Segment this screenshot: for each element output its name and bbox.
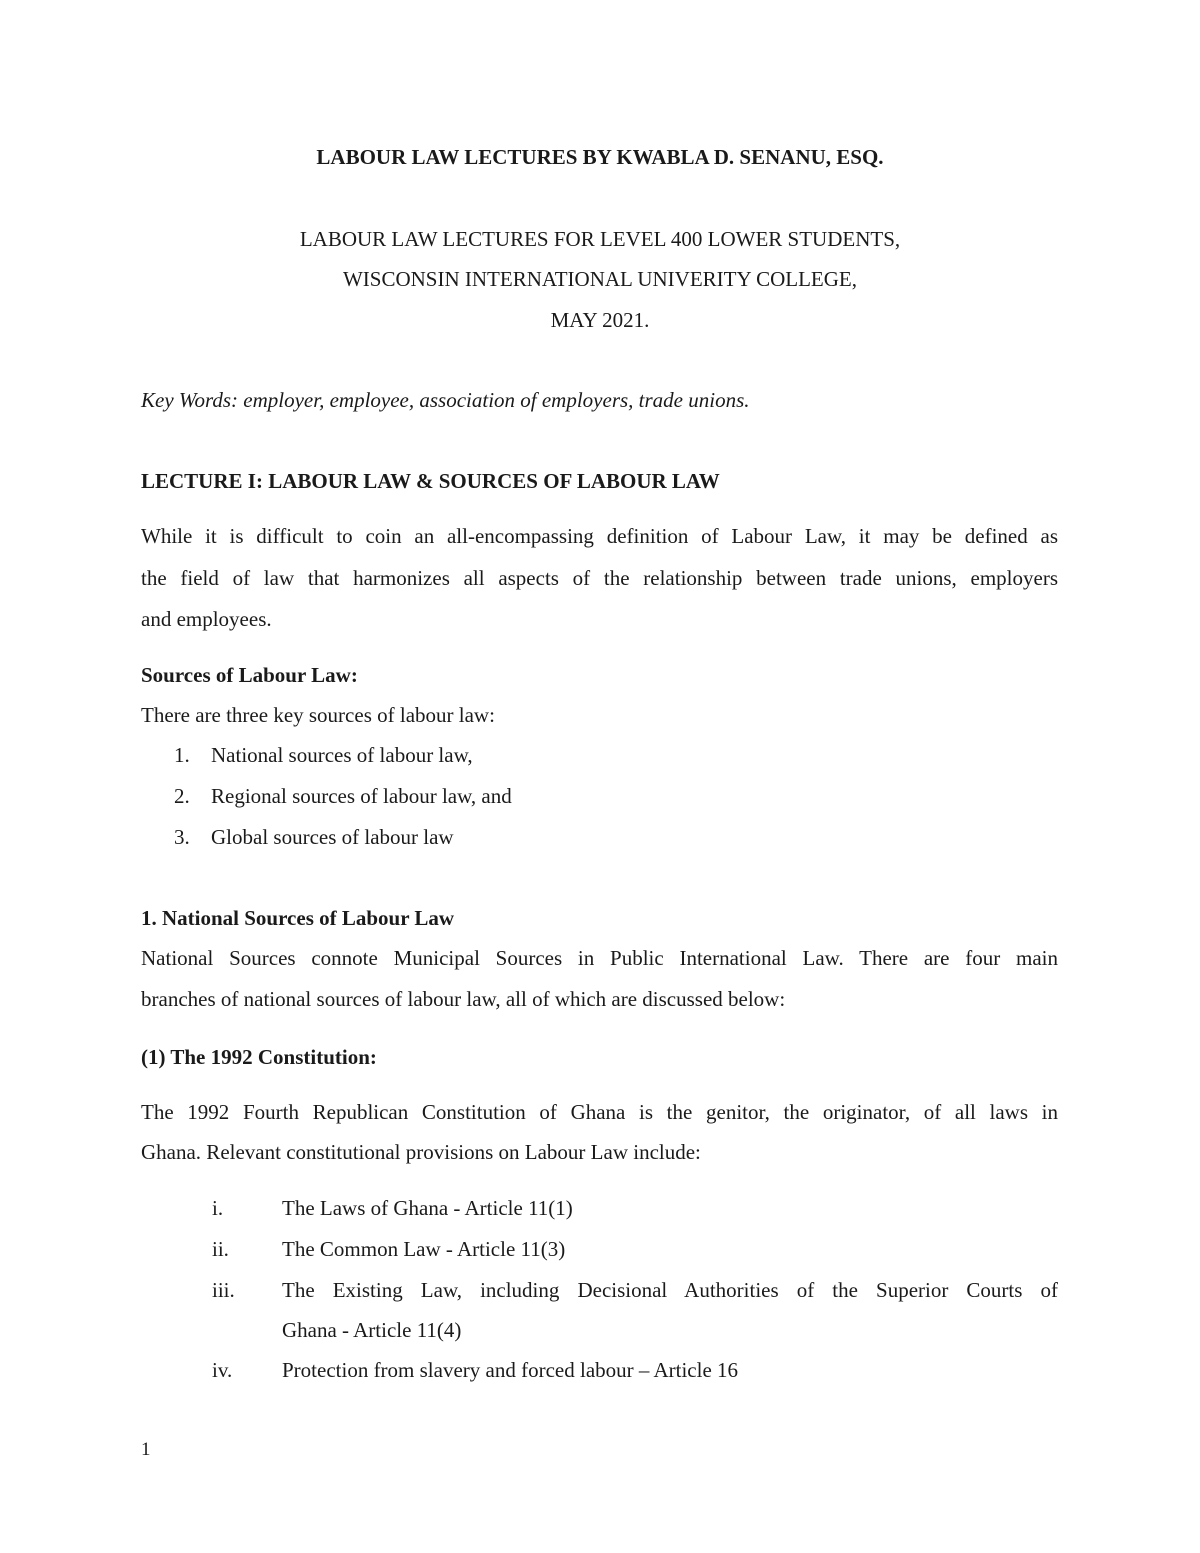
subtitle-line-2: WISCONSIN INTERNATIONAL UNIVERITY COLLEGE, <box>342 267 858 291</box>
national-paragraph-line-1: National Sources connote Municipal Sources in Public International Law. There are four main <box>141 946 1058 970</box>
national-paragraph-line-2: branches of national sources of labour law, all of which are discussed below: <box>141 987 786 1011</box>
list-item: National sources of labour law, <box>211 743 473 767</box>
list-item-number: 1. <box>174 743 190 767</box>
list-item-number: 2. <box>174 784 190 808</box>
document-title: LABOUR LAW LECTURES BY KWABLA D. SENANU, ESQ. <box>316 145 884 169</box>
document-date: MAY 2021. <box>550 308 650 332</box>
subtitle-line-1: LABOUR LAW LECTURES FOR LEVEL 400 LOWER STUDENTS, <box>299 227 901 251</box>
constitution-heading: (1) The 1992 Constitution: <box>141 1045 377 1069</box>
list-item: Regional sources of labour law, and <box>211 784 512 808</box>
list-item-number: iii. <box>212 1278 235 1302</box>
sources-heading: Sources of Labour Law: <box>141 663 358 687</box>
list-item-number: iv. <box>212 1358 233 1382</box>
list-item-continuation: Ghana - Article 11(4) <box>282 1318 462 1342</box>
intro-paragraph-line-2: the field of law that harmonizes all aspects of the relationship between trade unions, employers <box>141 566 1058 590</box>
constitution-paragraph-line-2: Ghana. Relevant constitutional provisions on Labour Law include: <box>141 1140 701 1164</box>
list-item: Global sources of labour law <box>211 825 454 849</box>
lecture-heading: LECTURE I: LABOUR LAW & SOURCES OF LABOUR LAW <box>141 469 720 493</box>
list-item: The Common Law - Article 11(3) <box>282 1237 566 1261</box>
list-item-number: 3. <box>174 825 190 849</box>
list-item: Protection from slavery and forced labour – Article 16 <box>282 1358 739 1382</box>
list-item-number: i. <box>212 1196 224 1220</box>
key-words: Key Words: employer, employee, association of employers, trade unions. <box>141 388 750 412</box>
intro-paragraph-line-1: While it is difficult to coin an all-encompassing definition of Labour Law, it may be defined as <box>141 524 1058 548</box>
national-sources-heading: 1. National Sources of Labour Law <box>141 906 455 930</box>
page-number: 1 <box>141 1439 151 1460</box>
intro-paragraph-line-3: and employees. <box>141 607 272 631</box>
sources-intro: There are three key sources of labour law: <box>141 703 495 727</box>
list-item: The Existing Law, including Decisional Authorities of the Superior Courts of <box>282 1278 1058 1302</box>
constitution-paragraph-line-1: The 1992 Fourth Republican Constitution of Ghana is the genitor, the originator, of all laws in <box>141 1100 1058 1124</box>
list-item-number: ii. <box>212 1237 229 1261</box>
list-item: The Laws of Ghana - Article 11(1) <box>282 1196 573 1220</box>
